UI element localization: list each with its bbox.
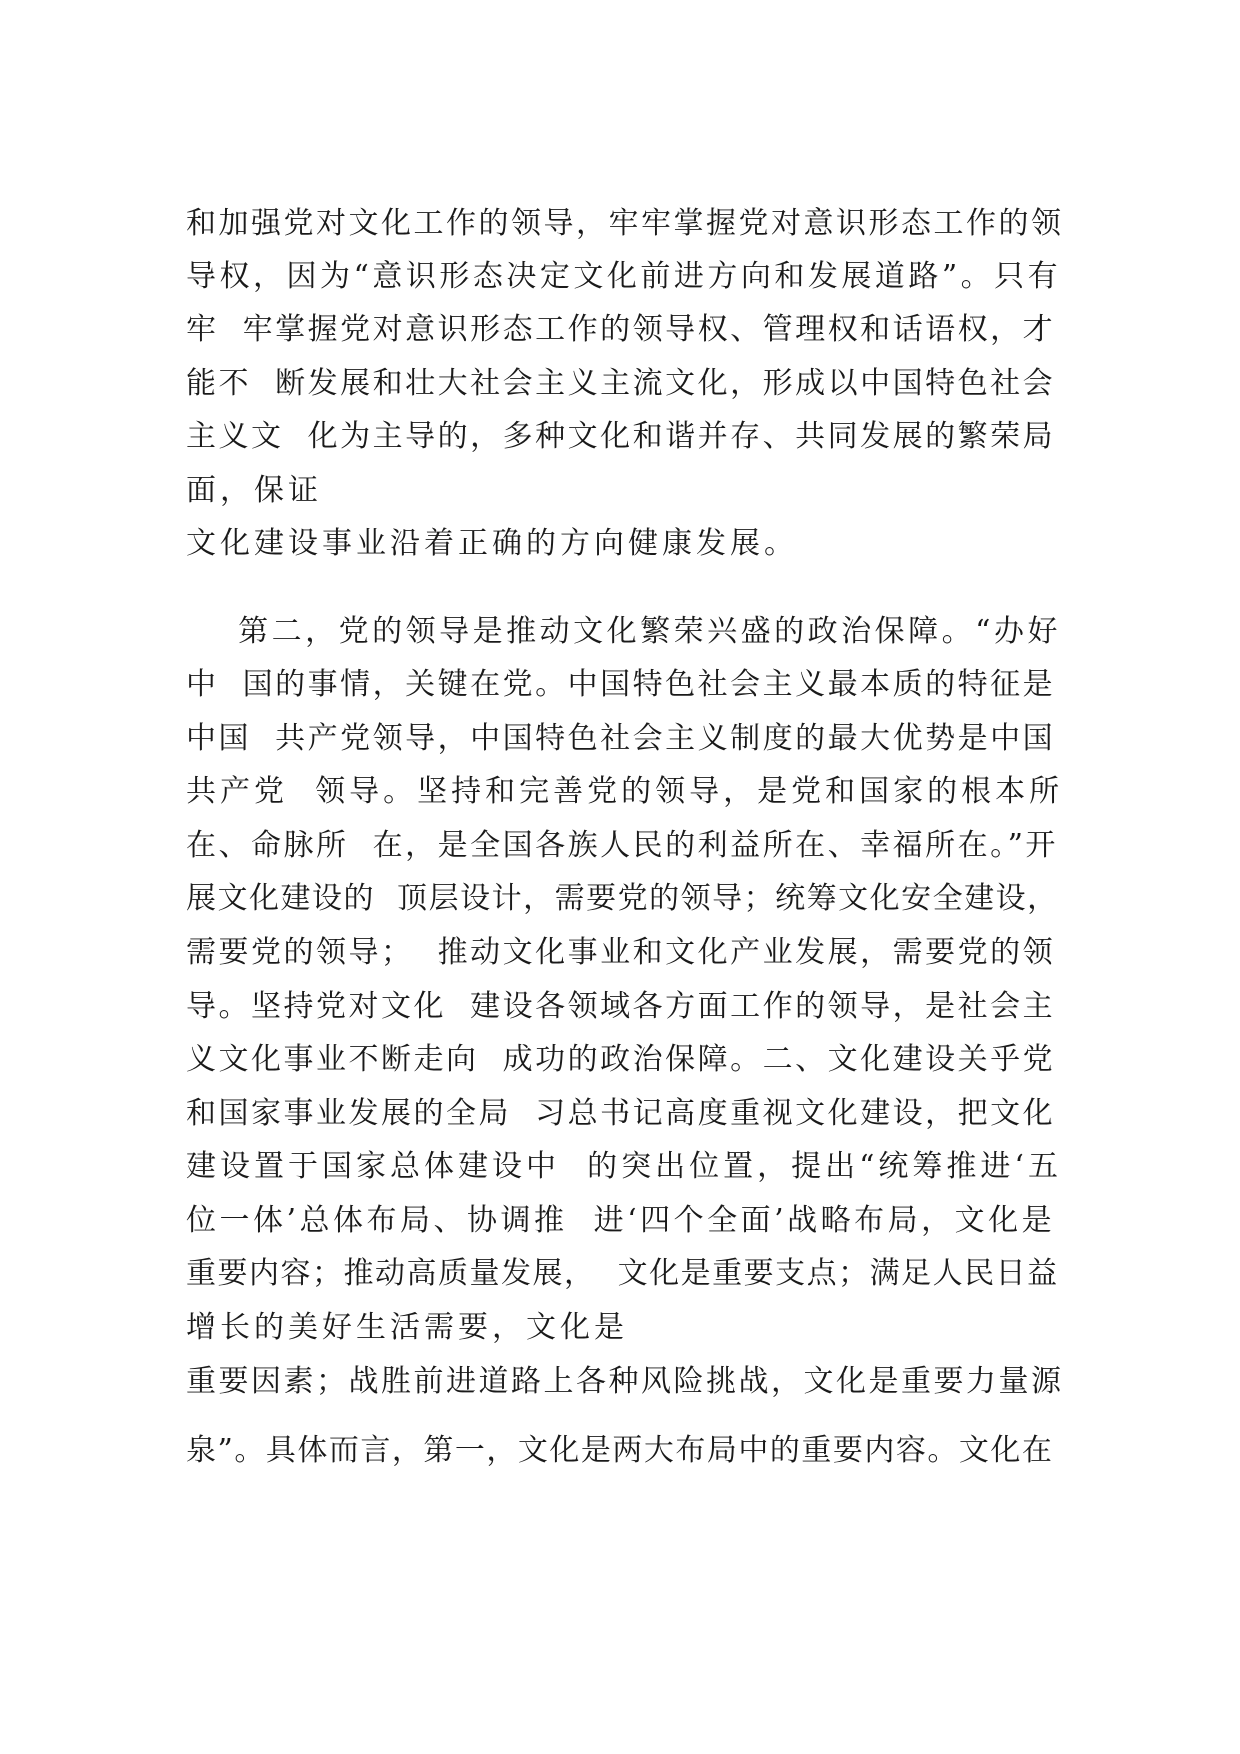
text-line: 能不 断发展和壮大社会主义主流文化，形成以中国特色社会 (186, 366, 1056, 401)
text-line: 共产党 领导。坚持和完善党的领导，是党和国家的根本所 (186, 774, 1064, 809)
text-line: 增长的美好生活需要，文化是 (186, 1310, 628, 1345)
text-line: 面，保证 (186, 473, 322, 508)
text-line: 主义文 化为主导的，多种文化和谐并存、共同发展的繁荣局 (186, 419, 1056, 454)
text-line: 导。坚持党对文化 建设各领域各方面工作的领导，是社会主 (186, 989, 1056, 1024)
text-line: 和加强党对文化工作的领导，牢牢掌握党对意识形态工作的领 (186, 206, 1064, 241)
text-line: 和国家事业发展的全局 习总书记高度重视文化建设，把文化 (186, 1096, 1056, 1131)
text-line: 义文化事业不断走向 成功的政治保障。二、文化建设关乎党 (186, 1042, 1056, 1077)
text-line: 在、命脉所 在，是全国各族人民的利益所在、幸福所在。”开 (186, 828, 1058, 863)
text-line: 中国 共产党领导，中国特色社会主义制度的最大优势是中国 (186, 721, 1056, 756)
text-line: 建设置于国家总体建设中 的突出位置，提出“统筹推进‘五 (186, 1149, 1062, 1184)
text-line: 牢 牢掌握党对意识形态工作的领导权、管理权和话语权，才 (186, 312, 1056, 347)
text-line: 重要因素；战胜前进道路上各种风险挑战，文化是重要力量源 (186, 1364, 1064, 1399)
text-line: 需要党的领导； 推动文化事业和文化产业发展，需要党的领 (186, 935, 1056, 970)
text-line: 位一体’总体布局、协调推 进‘四个全面’战略布局，文化是 (186, 1203, 1056, 1238)
text-line: 导权，因为“意识形态决定文化前进方向和发展道路”。只有 (186, 259, 1062, 294)
text-line: 展文化建设的 顶层设计，需要党的领导；统筹文化安全建设， (186, 881, 1059, 916)
text-line: 泉”。具体而言，第一，文化是两大布局中的重要内容。文化在 (186, 1433, 1054, 1468)
text-line: 第二，党的领导是推动文化繁荣兴盛的政治保障。“办好 (186, 614, 1061, 649)
text-line: 中 国的事情，关键在党。中国特色社会主义最本质的特征是 (186, 667, 1056, 702)
text-line: 文化建设事业沿着正确的方向健康发展。 (186, 526, 798, 561)
text-line: 重要内容；推动高质量发展， 文化是重要支点；满足人民日益 (186, 1256, 1059, 1291)
